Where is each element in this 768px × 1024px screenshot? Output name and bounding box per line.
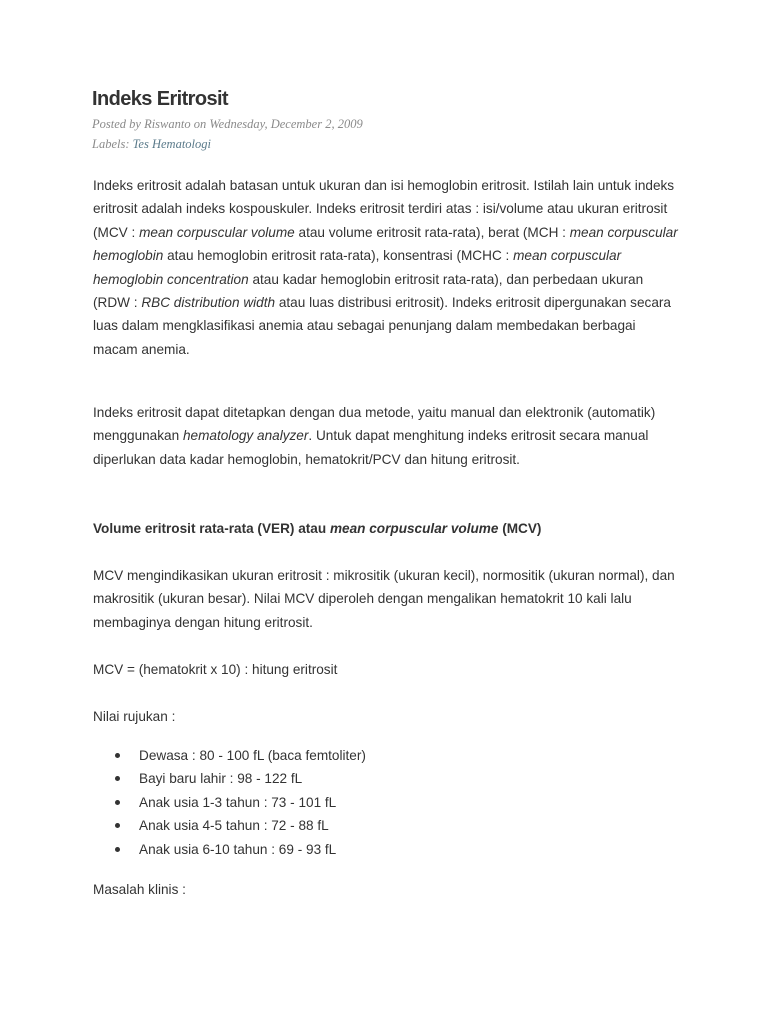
italic-term: mean corpuscular volume (139, 224, 295, 240)
text-span: atau kadar hemoglobin eritrosit rata-rata), dan perbedaan ukuran (RDW : (93, 271, 644, 311)
text-span: atau hemoglobin eritrosit rata-rata), konsentrasi (MCHC : (163, 248, 514, 264)
formula-mcv: MCV = (hematokrit x 10) : hitung eritrosit (93, 662, 338, 677)
reference-list (93, 744, 366, 861)
list-item-text: Anak usia 1-3 tahun : 73 - 101 fL (139, 794, 337, 810)
italic-term: mean corpuscular volume (329, 521, 499, 536)
list-item-text: Bayi baru lahir : 98 - 122 fL (139, 771, 303, 787)
bullet-icon (115, 753, 120, 758)
post-labels (92, 137, 211, 152)
clinical-label: Masalah klinis : (93, 882, 186, 897)
text-span: atau volume eritrosit rata-rata), berat (MCH : (294, 224, 570, 240)
list-item (93, 814, 366, 837)
post-byline (92, 117, 363, 132)
list-item-text: Dewasa : 80 - 100 fL (baca femtoliter) (139, 748, 366, 763)
bullet-icon (115, 823, 120, 828)
paragraph-methods (93, 401, 683, 471)
list-item (93, 838, 366, 861)
paragraph-mcv: MCV mengindikasikan ukuran eritrosit : mikrositik (ukuran kecil), normositik (ukuran normal), dan makrositik (ukuran besar). Nilai MCV diperoleh dengan mengalikan hematokrit 10 kali lalu membaginya dengan hitung eritrosit. (93, 568, 675, 630)
text-span: Volume eritrosit rata-rata (VER) atau (93, 521, 330, 536)
reference-label: Nilai rujukan : (93, 709, 176, 724)
list-item-text: Anak usia 4-5 tahun : 72 - 88 fL (139, 818, 329, 834)
section-heading-mcv (93, 517, 683, 540)
post-date: Wednesday, December 2, 2009 (209, 117, 363, 131)
post-author: Riswanto (144, 117, 191, 131)
italic-term: mean corpuscular hemoglobin (93, 224, 678, 264)
label-link-tes-hematologi[interactable]: Tes Hematologi (132, 137, 211, 151)
list-item (93, 791, 366, 814)
text-span: Indeks eritrosit adalah batasan untuk ukuran dan isi hemoglobin eritrosit. Istilah lain untuk indeks eritrosit adalah indeks kospouskuler. Indeks eritrosit terdiri atas : isi/volume atau ukuran eritrosit (MCV : (93, 178, 675, 240)
post-title: Indeks Eritrosit (92, 88, 228, 110)
italic-term: RBC distribution width (141, 295, 276, 311)
date-prefix: on (190, 117, 210, 131)
labels-prefix: Labels: (92, 137, 133, 151)
paragraph-intro (93, 174, 683, 361)
text-span: atau luas distribusi eritrosit). Indeks eritrosit dipergunakan secara luas dalam mengklasifikasi anemia atau sebagai penunjang dalam membedakan berbagai macam anemia. (93, 295, 671, 357)
text-span: (MCV) (498, 521, 542, 536)
posted-prefix: Posted by (92, 117, 145, 131)
italic-term: hematology analyzer (182, 428, 309, 444)
bullet-icon (115, 800, 120, 805)
bullet-icon (115, 776, 120, 781)
bullet-icon (115, 847, 120, 852)
text-span: Indeks eritrosit dapat ditetapkan dengan dua metode, yaitu manual dan elektronik (automatik) menggunakan (93, 405, 656, 444)
list-item (93, 744, 366, 767)
list-item (93, 767, 366, 790)
list-item-text: Anak usia 6-10 tahun : 69 - 93 fL (139, 841, 337, 857)
text-span: . Untuk dapat menghitung indeks eritrosit secara manual diperlukan data kadar hemoglobin, hematokrit/PCV dan hitung eritrosit. (93, 428, 649, 467)
italic-term: mean corpuscular hemoglobin concentration (93, 248, 622, 287)
